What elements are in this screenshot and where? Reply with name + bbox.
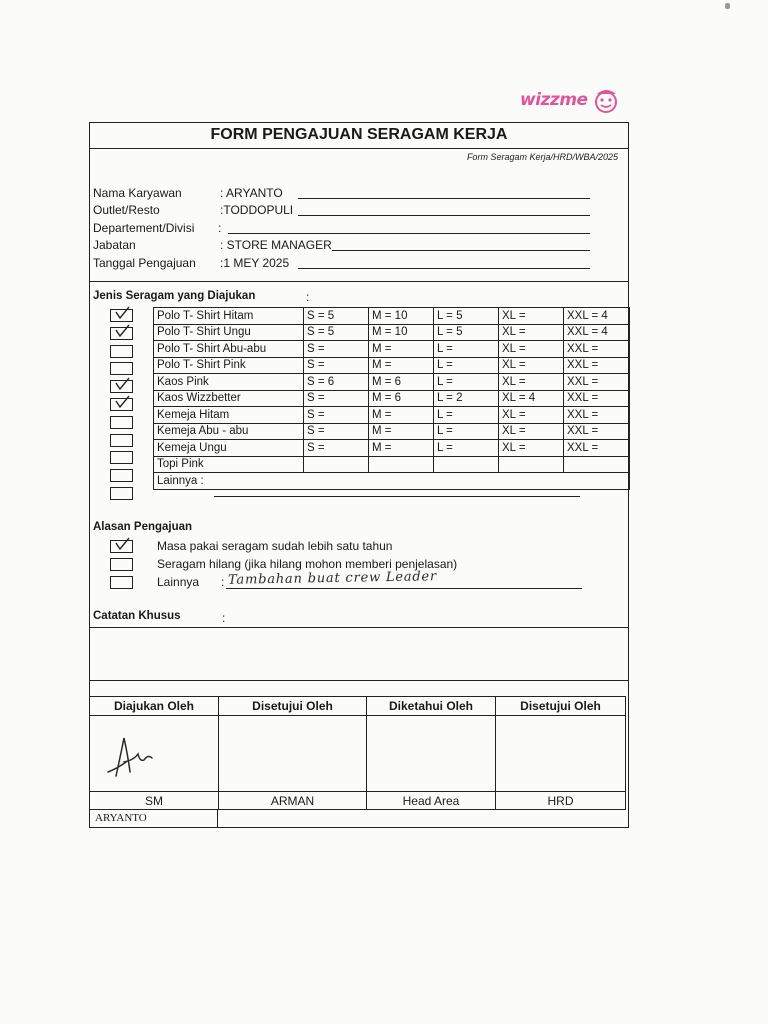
size-l-cell[interactable]: L =: [434, 423, 499, 440]
size-xxl-cell[interactable]: XXL =: [564, 423, 630, 440]
size-m-cell[interactable]: M =: [369, 407, 434, 424]
catatan-divider: [89, 627, 629, 628]
size-xl-cell[interactable]: XL =: [499, 308, 564, 325]
size-xl-cell[interactable]: XL =: [499, 374, 564, 391]
uniform-name: Kemeja Ungu: [154, 440, 304, 457]
size-m-cell[interactable]: M = 6: [369, 374, 434, 391]
form-code: Form Seragam Kerja/HRD/WBA/2025: [466, 152, 618, 162]
size-xxl-cell[interactable]: XXL =: [564, 374, 630, 391]
size-xl-cell[interactable]: XL = 4: [499, 390, 564, 407]
size-l-cell[interactable]: [434, 456, 499, 473]
scan-speck: [725, 3, 730, 9]
size-xxl-cell[interactable]: XXL =: [564, 357, 630, 374]
uniform-row: [154, 407, 630, 424]
nama-value[interactable]: : ARYANTO: [220, 186, 283, 200]
uniform-size-table: [153, 307, 630, 490]
size-xxl-cell[interactable]: XXL = 4: [564, 324, 630, 341]
uniform-checkbox[interactable]: [110, 416, 133, 429]
size-xxl-cell[interactable]: XXL =: [564, 341, 630, 358]
sign-cell-4[interactable]: [496, 716, 626, 792]
size-xl-cell[interactable]: XL =: [499, 423, 564, 440]
info-divider: [89, 281, 629, 282]
size-s-cell[interactable]: S = 5: [304, 308, 369, 325]
uniform-name: Topi Pink: [154, 456, 304, 473]
nama-label: Nama Karyawan: [93, 186, 182, 200]
dept-label: Departement/Divisi: [93, 221, 195, 235]
uniform-name: Polo T- Shirt Pink: [154, 357, 304, 374]
tanggal-label: Tanggal Pengajuan: [93, 256, 196, 270]
logo-mascot-icon: [592, 88, 622, 114]
company-logo: [516, 86, 624, 118]
alasan-title: Alasan Pengajuan: [93, 521, 193, 533]
size-s-cell[interactable]: S =: [304, 341, 369, 358]
size-s-cell[interactable]: S =: [304, 407, 369, 424]
sign-role-1: SM: [90, 792, 219, 810]
alasan-checkbox[interactable]: [110, 576, 133, 589]
size-l-cell[interactable]: L = 5: [434, 308, 499, 325]
uniform-row: [154, 456, 630, 473]
alasan-lainnya-colon: :: [221, 575, 225, 589]
size-m-cell[interactable]: [369, 456, 434, 473]
catatan-title: Catatan Khusus: [93, 610, 181, 622]
size-xl-cell[interactable]: [499, 456, 564, 473]
uniform-checkbox[interactable]: [110, 487, 133, 500]
size-xxl-cell[interactable]: XXL =: [564, 390, 630, 407]
alasan-lainnya-underline: [226, 588, 582, 589]
alasan-checkbox[interactable]: [110, 558, 133, 571]
check-mark-icon: [114, 537, 130, 553]
size-xxl-cell[interactable]: [564, 456, 630, 473]
uniform-checkbox[interactable]: [110, 380, 133, 393]
catatan-colon: :: [222, 611, 226, 625]
signature-table: [89, 696, 626, 810]
uniform-row: [154, 390, 630, 407]
check-mark-icon: [114, 377, 130, 393]
uniform-name: Lainnya :: [154, 473, 630, 490]
uniform-row: [154, 324, 630, 341]
uniform-checkbox[interactable]: [110, 309, 133, 322]
handwritten-signature-icon: [104, 732, 174, 782]
uniform-checkbox[interactable]: [110, 327, 133, 340]
size-s-cell[interactable]: S =: [304, 440, 369, 457]
size-l-cell[interactable]: L =: [434, 407, 499, 424]
size-xl-cell[interactable]: XL =: [499, 357, 564, 374]
size-s-cell[interactable]: S = 5: [304, 324, 369, 341]
uniform-name: Kaos Pink: [154, 374, 304, 391]
outlet-underline: [298, 214, 590, 216]
sign-header-1: Diajukan Oleh: [90, 697, 219, 716]
uniform-checkbox[interactable]: [110, 434, 133, 447]
signer-name: ARYANTO: [89, 809, 218, 828]
check-mark-icon: [114, 306, 130, 322]
check-mark-icon: [114, 395, 130, 411]
uniform-name: Polo T- Shirt Hitam: [154, 308, 304, 325]
alasan-checkbox[interactable]: [110, 540, 133, 553]
alasan-item-2: Seragam hilang (jika hilang mohon memberi penjelasan): [157, 557, 458, 571]
uniform-checkbox[interactable]: [110, 345, 133, 358]
sign-role-4: HRD: [496, 792, 626, 810]
dept-underline: [228, 232, 590, 234]
size-s-cell[interactable]: S =: [304, 390, 369, 407]
size-m-cell[interactable]: M = 10: [369, 324, 434, 341]
sign-cell-2[interactable]: [219, 716, 367, 792]
jabatan-label: Jabatan: [93, 238, 136, 252]
size-l-cell[interactable]: L = 5: [434, 324, 499, 341]
alasan-item-1: Masa pakai seragam sudah lebih satu tahun: [157, 539, 393, 553]
size-l-cell[interactable]: L = 2: [434, 390, 499, 407]
size-m-cell[interactable]: M =: [369, 357, 434, 374]
size-l-cell[interactable]: L =: [434, 341, 499, 358]
size-s-cell[interactable]: S =: [304, 357, 369, 374]
size-m-cell[interactable]: M =: [369, 423, 434, 440]
size-xl-cell[interactable]: XL =: [499, 341, 564, 358]
sign-cell-3[interactable]: [367, 716, 496, 792]
alasan-item-3: Lainnya: [157, 575, 200, 589]
uniform-checkbox[interactable]: [110, 451, 133, 464]
size-m-cell[interactable]: M =: [369, 440, 434, 457]
alasan-handwritten-note[interactable]: Tambahan buat crew Leader: [227, 569, 438, 588]
jabatan-value[interactable]: : STORE MANAGER: [220, 238, 332, 252]
sign-header-2: Disetujui Oleh: [219, 697, 367, 716]
jenis-colon: :: [306, 290, 310, 304]
size-xxl-cell[interactable]: XXL =: [564, 440, 630, 457]
uniform-name: Kaos Wizzbetter: [154, 390, 304, 407]
size-l-cell[interactable]: L =: [434, 374, 499, 391]
lainnya-underline: [214, 496, 580, 497]
dept-value[interactable]: :: [218, 221, 222, 235]
size-xl-cell[interactable]: XL =: [499, 324, 564, 341]
uniform-row: [154, 357, 630, 374]
size-xl-cell[interactable]: XL =: [499, 440, 564, 457]
uniform-checkbox[interactable]: [110, 469, 133, 482]
size-s-cell[interactable]: S =: [304, 423, 369, 440]
logo-text: wizzme: [520, 90, 588, 110]
size-s-cell[interactable]: [304, 456, 369, 473]
nama-underline: [298, 197, 590, 199]
sign-role-2: ARMAN: [219, 792, 367, 810]
check-mark-icon: [114, 324, 130, 340]
uniform-checkbox[interactable]: [110, 362, 133, 375]
tanggal-value[interactable]: :1 MEY 2025: [220, 256, 290, 270]
size-xxl-cell[interactable]: XXL =: [564, 407, 630, 424]
outlet-value[interactable]: :TODDOPULI: [220, 203, 294, 217]
outlet-label: Outlet/Resto: [93, 203, 160, 217]
sign-role-3: Head Area: [367, 792, 496, 810]
jabatan-underline: [332, 249, 590, 251]
uniform-name: Kemeja Hitam: [154, 407, 304, 424]
size-s-cell[interactable]: S = 6: [304, 374, 369, 391]
uniform-checkbox[interactable]: [110, 398, 133, 411]
jenis-title: Jenis Seragam yang Diajukan: [93, 290, 256, 302]
uniform-row: [154, 473, 630, 490]
size-m-cell[interactable]: M = 10: [369, 308, 434, 325]
sign-cell-1[interactable]: [90, 716, 219, 792]
uniform-name: Polo T- Shirt Ungu: [154, 324, 304, 341]
notes-divider: [89, 680, 629, 681]
title-divider: [89, 148, 629, 149]
uniform-name: Polo T- Shirt Abu-abu: [154, 341, 304, 358]
uniform-row: [154, 308, 630, 325]
uniform-row: [154, 341, 630, 358]
form-title: FORM PENGAJUAN SERAGAM KERJA: [210, 126, 508, 143]
sign-header-4: Disetujui Oleh: [496, 697, 626, 716]
uniform-row: [154, 440, 630, 457]
size-xxl-cell[interactable]: XXL = 4: [564, 308, 630, 325]
uniform-row: [154, 374, 630, 391]
sign-header-3: Diketahui Oleh: [367, 697, 496, 716]
uniform-name: Kemeja Abu - abu: [154, 423, 304, 440]
size-l-cell[interactable]: L =: [434, 440, 499, 457]
size-m-cell[interactable]: M = 6: [369, 390, 434, 407]
size-xl-cell[interactable]: XL =: [499, 407, 564, 424]
size-l-cell[interactable]: L =: [434, 357, 499, 374]
size-m-cell[interactable]: M =: [369, 341, 434, 358]
uniform-row: [154, 423, 630, 440]
tanggal-underline: [298, 267, 590, 269]
